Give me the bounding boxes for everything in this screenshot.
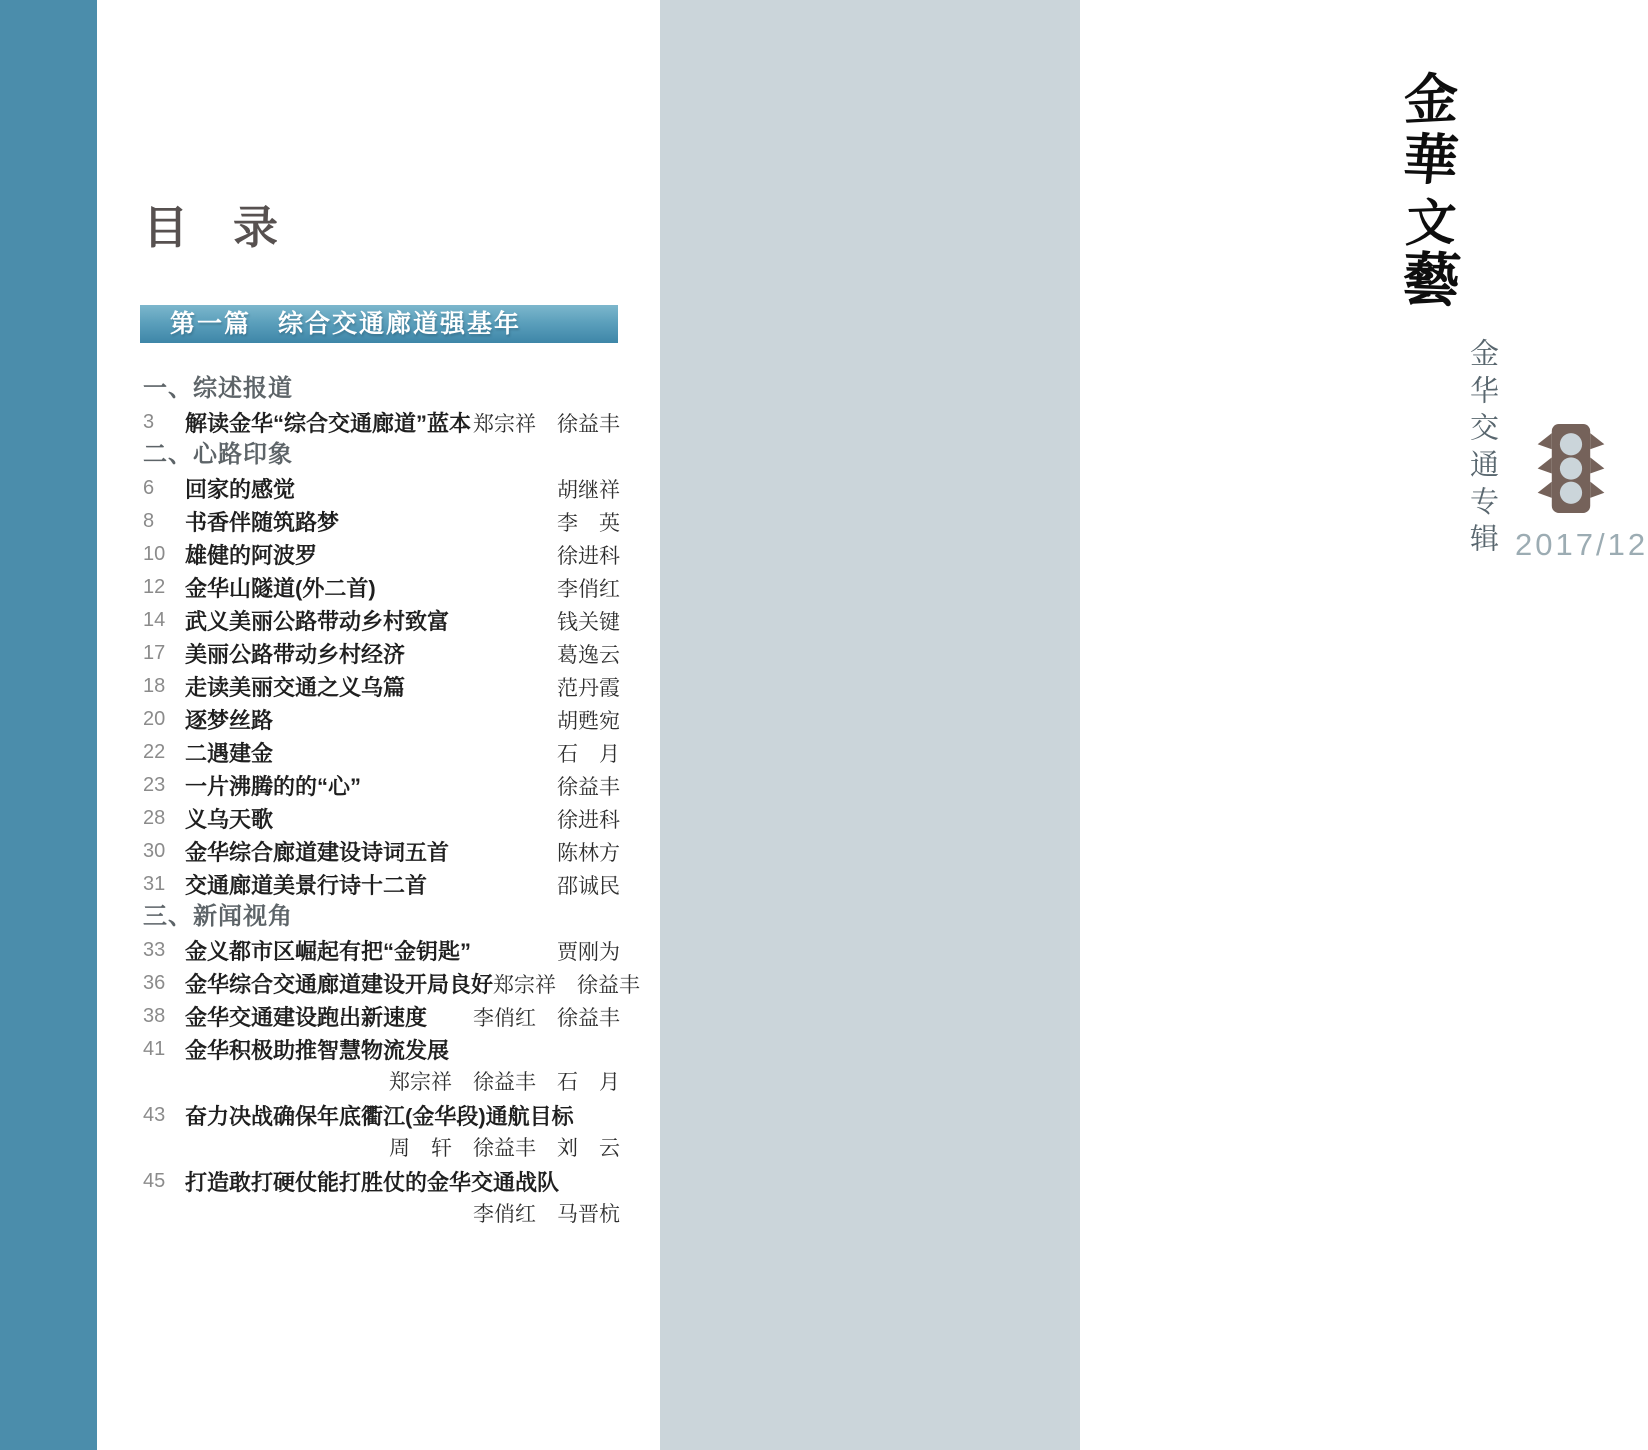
entry-title: 金华综合廊道建设诗词五首	[185, 840, 450, 865]
entry-title: 奋力决战确保年底衢江(金华段)通航目标	[185, 1104, 574, 1129]
entry-page-number: 18	[143, 675, 166, 697]
entry-title: 金华交通建设跑出新速度	[185, 1005, 428, 1030]
magazine-title-calligraphy	[1395, 68, 1467, 315]
toc-section-heading: 一、综述报道	[143, 376, 293, 402]
right-cover-panel	[660, 0, 1648, 1450]
authors-continuation-line: 郑宗祥 徐益丰 石 月	[389, 1070, 620, 1094]
entry-title: 二遇建金	[185, 741, 274, 766]
entry-page-number: 3	[143, 411, 155, 433]
entry-title: 金华综合交通廊道建设开局良好	[185, 972, 494, 997]
entry-authors: 钱关键	[557, 609, 620, 634]
entry-authors: 邵诚民	[557, 873, 620, 898]
entry-title: 美丽公路带动乡村经济	[185, 642, 406, 667]
toc-entry	[143, 670, 620, 703]
entry-page-number: 23	[143, 774, 166, 796]
calligraphy-char: 藝	[1399, 247, 1463, 315]
entry-title: 逐梦丝路	[185, 708, 274, 733]
calligraphy-char: 文	[1404, 194, 1458, 253]
toc-entry	[143, 802, 620, 835]
entry-page-number: 6	[143, 477, 155, 499]
entry-page-number: 22	[143, 741, 166, 763]
toc-section-heading: 三、新闻视角	[143, 904, 293, 930]
issue-number: 2017/12	[1515, 527, 1648, 562]
part-banner: 第一篇 综合交通廊道强基年	[140, 305, 618, 343]
toc-entry	[143, 769, 620, 802]
entry-page-number: 8	[143, 510, 155, 532]
traffic-light-icon	[1537, 422, 1605, 515]
entry-page-number: 12	[143, 576, 166, 598]
entry-page-number: 28	[143, 807, 166, 829]
entry-authors: 贾刚为	[557, 939, 620, 964]
entry-authors: 徐进科	[557, 543, 620, 568]
entry-authors: 陈林方	[557, 840, 620, 865]
entry-authors: 徐进科	[557, 807, 620, 832]
entry-authors: 李俏红	[557, 576, 620, 601]
calligraphy-char: 金	[1403, 68, 1459, 132]
entry-authors: 郑宗祥 徐益丰	[473, 411, 620, 436]
entry-authors: 范丹霞	[557, 675, 620, 700]
entry-authors: 徐益丰	[557, 774, 620, 799]
entry-title: 打造敢打硬仗能打胜仗的金华交通战队	[185, 1170, 560, 1195]
toc-entry	[143, 1099, 620, 1132]
entry-authors: 葛逸云	[557, 642, 620, 667]
entry-page-number: 20	[143, 708, 166, 730]
entry-title: 交通廊道美景行诗十二首	[185, 873, 428, 898]
entry-title: 一片沸腾的的“心”	[185, 774, 362, 799]
entry-page-number: 30	[143, 840, 166, 862]
entry-page-number: 43	[143, 1104, 166, 1126]
entry-authors: 李 英	[557, 510, 620, 535]
entry-page-number: 31	[143, 873, 166, 895]
toc-entry	[143, 934, 620, 967]
entry-page-number: 14	[143, 609, 166, 631]
special-issue-subtitle: 金华交通专辑	[1466, 338, 1498, 560]
toc-entry	[143, 637, 620, 670]
entry-title: 义乌天歌	[185, 807, 274, 832]
toc-entry	[143, 571, 620, 604]
toc-entry	[143, 1165, 620, 1198]
entry-page-number: 41	[143, 1038, 166, 1060]
toc-entry	[143, 604, 620, 637]
entry-authors: 石 月	[557, 741, 620, 766]
entry-title: 金华积极助推智慧物流发展	[185, 1038, 450, 1063]
entry-authors: 胡继祥	[557, 477, 620, 502]
toc-entry	[143, 967, 641, 1000]
toc-entry	[143, 736, 620, 769]
calligraphy-char: 華	[1400, 129, 1462, 193]
entry-title: 走读美丽交通之义乌篇	[185, 675, 406, 700]
entry-title: 书香伴随筑路梦	[185, 510, 340, 535]
entry-page-number: 38	[143, 1005, 166, 1027]
entry-authors: 郑宗祥 徐益丰	[493, 972, 641, 997]
toc-entry	[143, 505, 620, 538]
entry-title: 解读金华“综合交通廊道”蓝本	[185, 411, 472, 436]
toc-list	[143, 373, 641, 1231]
toc-section-heading: 二、心路印象	[143, 442, 293, 468]
toc-entry	[143, 868, 620, 901]
toc-entry	[143, 406, 620, 439]
entry-title: 金义都市区崛起有把“金钥匙”	[185, 939, 472, 964]
toc-entry	[143, 703, 620, 736]
page-title: 目 录	[143, 202, 279, 253]
authors-continuation-line: 李俏红 马晋杭	[473, 1202, 620, 1226]
entry-authors: 李俏红 徐益丰	[473, 1005, 620, 1030]
entry-title: 金华山隧道(外二首)	[185, 576, 376, 601]
entry-title: 武义美丽公路带动乡村致富	[185, 609, 450, 634]
entry-authors: 胡甦宛	[557, 708, 620, 733]
entry-page-number: 10	[143, 543, 166, 565]
authors-continuation-line: 周 轩 徐益丰 刘 云	[389, 1136, 620, 1160]
left-spine-bar	[0, 0, 97, 1450]
entry-title: 雄健的阿波罗	[185, 543, 318, 568]
entry-page-number: 33	[143, 939, 166, 961]
entry-page-number: 45	[143, 1170, 166, 1192]
toc-entry	[143, 538, 620, 571]
toc-entry	[143, 835, 620, 868]
entry-title: 回家的感觉	[185, 477, 296, 502]
toc-entry	[143, 1033, 620, 1066]
toc-entry	[143, 1000, 620, 1033]
entry-page-number: 36	[143, 972, 166, 994]
toc-entry	[143, 472, 620, 505]
entry-page-number: 17	[143, 642, 166, 664]
